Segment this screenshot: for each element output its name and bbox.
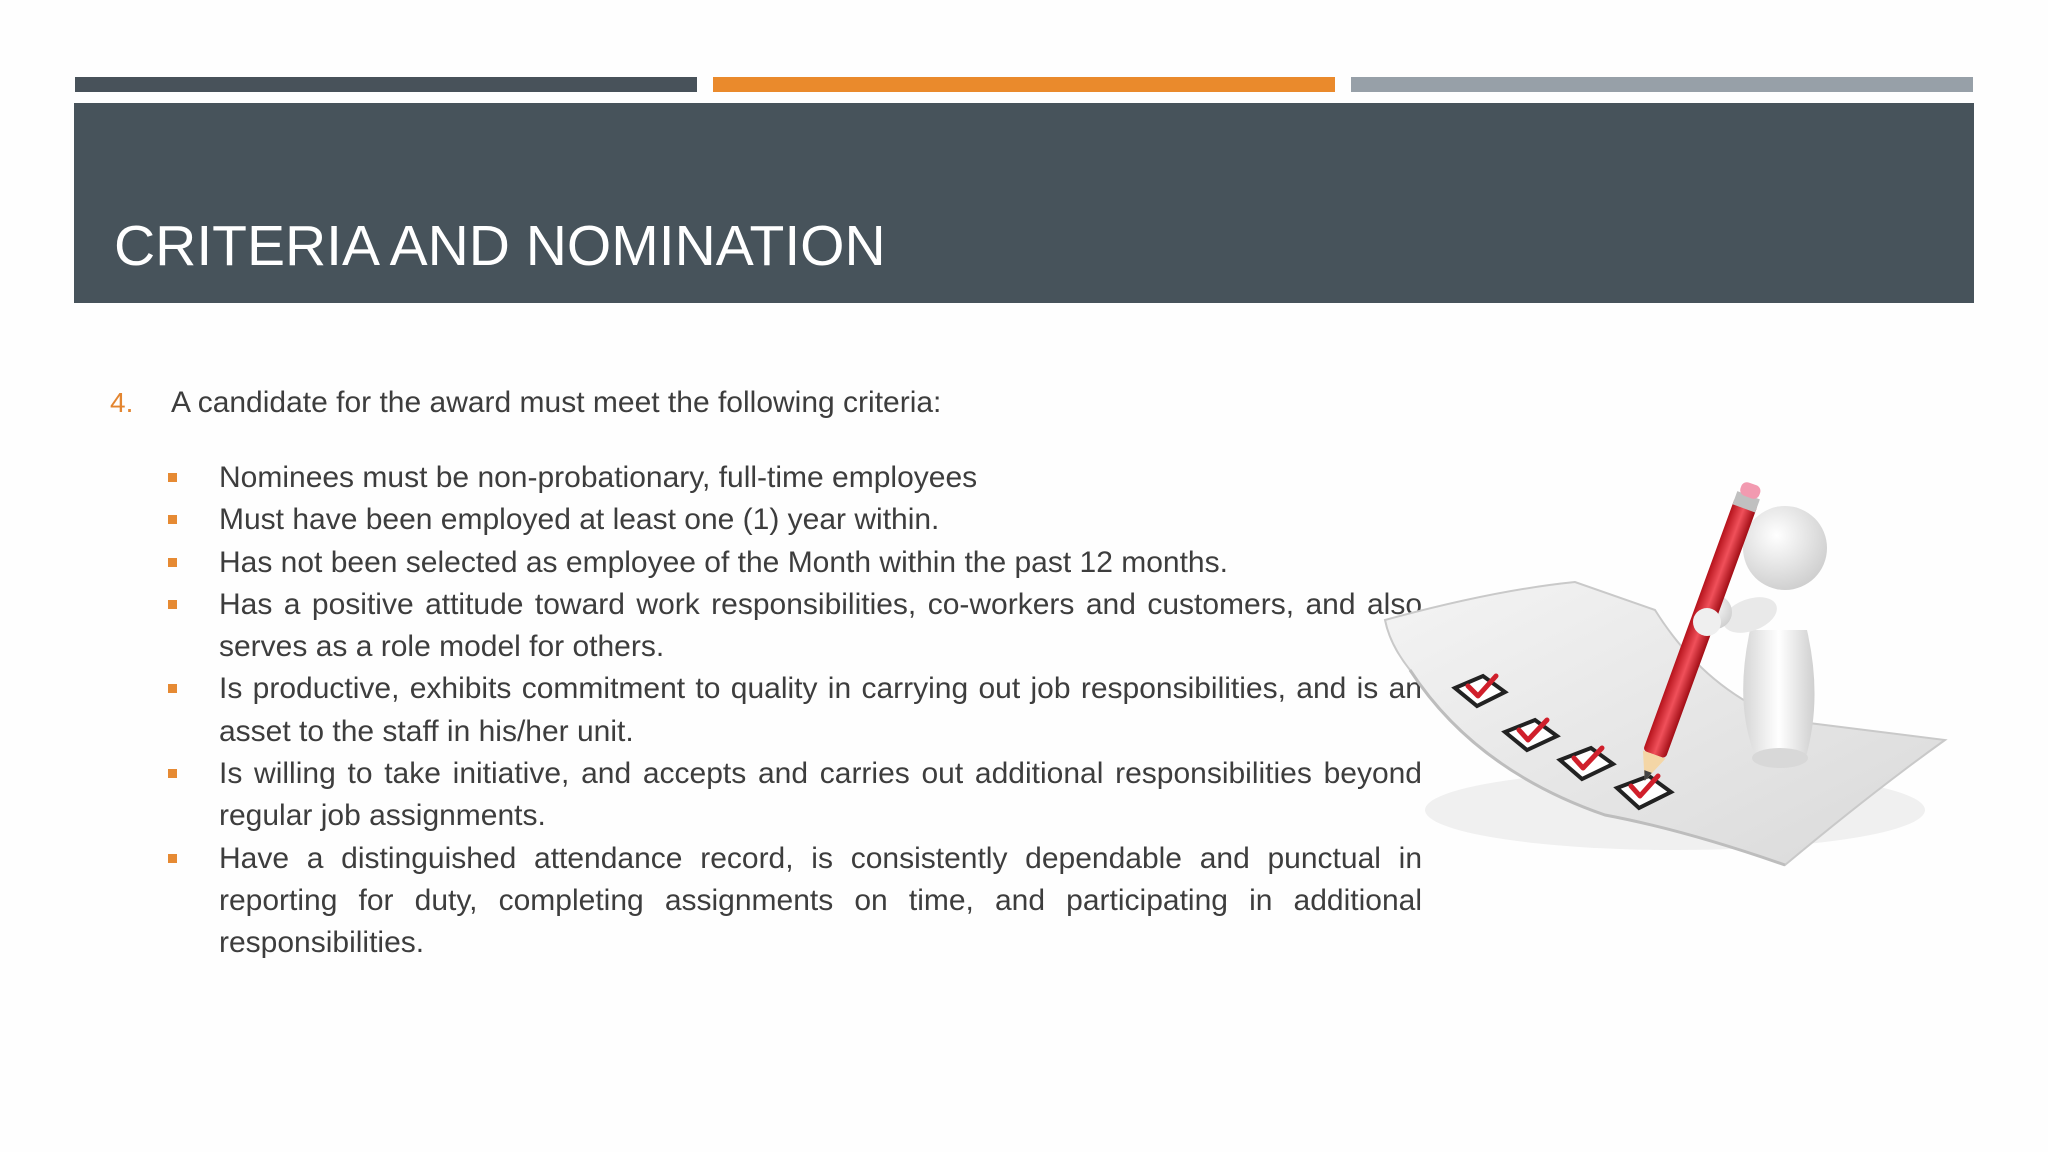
square-bullet-icon [168, 684, 177, 693]
criteria-item-text: Nominees must be non-probationary, full-time employees [219, 461, 978, 494]
criteria-item-text: Is productive, exhibits commitment to quality in carrying out job responsibilities, and is an asset to the staff in his/her unit. [219, 672, 1422, 748]
criteria-item [168, 457, 1422, 499]
criteria-item-text: Has a positive attitude toward work responsibilities, co-workers and customers, and also serves as a role model for others. [219, 587, 1422, 664]
checklist-figure-with-pencil-icon [1355, 470, 1955, 890]
square-bullet-icon [168, 769, 177, 778]
square-bullet-icon [168, 854, 177, 863]
criteria-item-text: Has not been selected as employee of the Month within the past 12 months. [219, 545, 1228, 579]
criteria-item [168, 668, 1422, 753]
accent-bar-dark [75, 77, 697, 92]
criteria-item [168, 753, 1422, 838]
criteria-list [168, 457, 1422, 965]
square-bullet-icon [168, 515, 177, 524]
accent-bar-gray [1351, 77, 1973, 92]
square-bullet-icon [168, 473, 177, 482]
criteria-item-text: Must have been employed at least one (1) year within. [219, 503, 940, 537]
criteria-item-text: Is willing to take initiative, and accepts and carries out additional responsibilities beyond regular job assignments. [219, 757, 1422, 833]
numbered-item-text: A candidate for the award must meet the following criteria: [171, 386, 942, 419]
square-bullet-icon [168, 600, 177, 609]
accent-bar-orange [713, 77, 1335, 92]
criteria-item [168, 584, 1422, 669]
slide-title: CRITERIA AND NOMINATION [114, 214, 886, 278]
number-marker: 4. [110, 387, 134, 418]
criteria-item [168, 542, 1422, 584]
criteria-item-text: Have a distinguished attendance record, is consistently dependable and punctual in reporting for duty, completing assignments on time, and participating in additional responsibilities. [219, 841, 1422, 960]
title-band [74, 103, 1974, 303]
criteria-item [168, 838, 1422, 965]
square-bullet-icon [168, 558, 177, 567]
criteria-item [168, 499, 1422, 541]
